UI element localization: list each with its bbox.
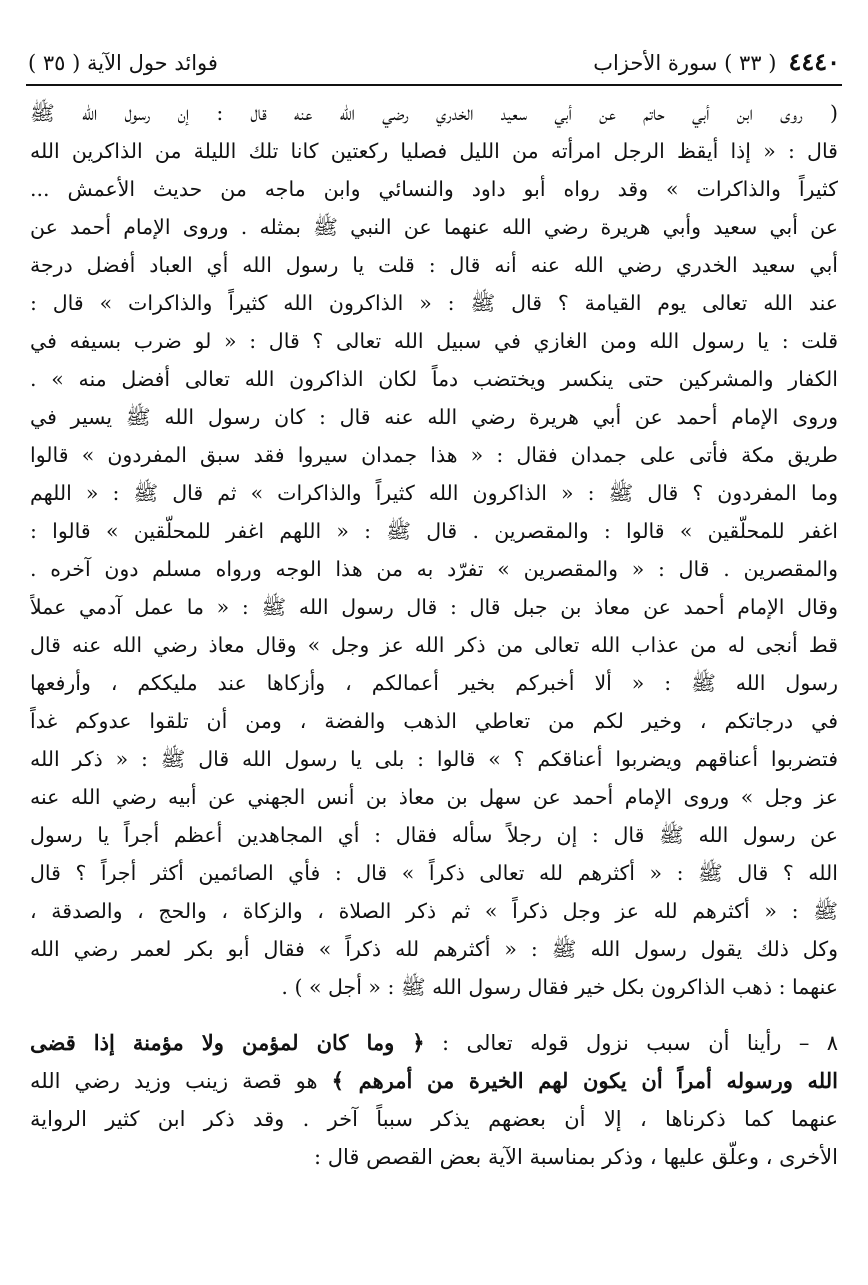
text-line: قال : « إذا أيقظ الرجل امرأته من الليل فصليا ركعتين كانا تلك الليلة من الذاكرين الله	[30, 139, 838, 163]
page-number: ٤٤٤٠	[788, 47, 840, 76]
verse-quote: الله ورسوله أمراً أن يكون لهم الخيرة من أمرهم ﴾	[331, 1068, 838, 1093]
text-line: الله ؟ قال ﷺ : « أكثرهم لله تعالى ذكراً » قال : فأي الصائمين أكثر أجراً ؟ قال	[30, 861, 838, 885]
page-header	[28, 38, 840, 78]
section-title: فوائد حول الآية ( ٣٥ )	[28, 51, 218, 75]
text-line: والمقصرين . قال : « والمقصرين » تفرّد به من هذا الوجه ورواه مسلم دون آخره .	[30, 557, 838, 581]
text-line: وما المفردون ؟ قال ﷺ : « الذاكرون الله كثيراً والذاكرات » ثم قال ﷺ : « اللهم	[30, 481, 838, 505]
text-line: طريق مكة فأتى على جمدان فقال : « هذا جمدان سيروا فقد سبق المفردون » قالوا	[30, 443, 838, 467]
paragraph-2	[30, 1024, 838, 1176]
text-line: عنهما : ذهب الذاكرون بكل خير فقال رسول الله ﷺ : « أجل » ) .	[281, 975, 838, 999]
text-line: وروى الإمام أحمد عن أبي هريرة رضي الله عنه قال : كان رسول الله ﷺ يسير في	[30, 405, 838, 429]
text-line: فتضربوا أعناقهم ويضربوا أعناقكم ؟ » قالوا : بلى يا رسول الله قال ﷺ : « ذكر الله	[30, 747, 838, 771]
text-line: في درجاتكم ، وخير لكم من تعاطي الذهب والفضة ، ومن أن تلقوا عدوكم غداً	[30, 709, 838, 733]
text-line: وقال الإمام أحمد عن معاذ بن جبل قال : قال رسول الله ﷺ : « ما عمل آدمي عملاً	[30, 595, 838, 619]
paragraph-2-line: عنهما كما ذكرناها ، إلا أن بعضهم يذكر سبباً آخر . وقد ذكر ابن كثير الرواية	[30, 1107, 838, 1131]
text-line: وكل ذلك يقول رسول الله ﷺ : « أكثرهم لله ذكراً » فقال أبو بكر لعمر رضي الله	[30, 937, 838, 961]
verse-commentary: هو قصة زينب وزيد رضي الله	[30, 1069, 332, 1093]
paragraph-2-line	[30, 1062, 838, 1100]
text-line: قط أنجى له من عذاب الله تعالى من ذكر الله عز وجل » وقال معاذ رضي الله عنه قال	[30, 633, 838, 657]
page-body	[30, 94, 838, 1176]
paragraph-1	[30, 94, 838, 1006]
text-line: أبي سعيد الخدري رضي الله عنه أنه قال : قلت يا رسول الله أي العباد أفضل درجة	[30, 253, 838, 277]
paragraph-gap	[30, 1006, 838, 1024]
text-line: ( روى ابن أبي حاتم عن أبي سعيد الخدري رضي الله عنه قال : إن رسول الله ﷺ	[30, 101, 838, 125]
text-line: الكفار والمشركين حتى ينكسر ويختضب دماً لكان الذاكرون الله تعالى أفضل منه » .	[30, 367, 838, 391]
verse-intro: ٨ – رأينا أن سبب نزول قوله تعالى :	[424, 1031, 838, 1055]
header-rule	[26, 84, 842, 86]
text-line: قلت : يا رسول الله ومن الغازي في سبيل الله تعالى ؟ قال : « لو ضرب بسيفه في	[30, 329, 838, 353]
surah-title: ( ٣٣ ) سورة الأحزاب	[593, 51, 777, 75]
text-line: عن رسول الله ﷺ قال : إن رجلاً سأله فقال : أي المجاهدين أعظم أجراً يا رسول	[30, 823, 838, 847]
text-line: عز وجل » وروى الإمام أحمد عن سهل بن معاذ بن أنس الجهني عن أبيه رضي الله عنه	[30, 785, 838, 809]
text-line: كثيراً والذاكرات » وقد رواه أبو داود والنسائي وابن ماجه من حديث الأعمش ...	[30, 177, 838, 201]
paragraph-2-line	[30, 1024, 838, 1062]
paragraph-2-line: الأخرى ، وعلّق عليها ، وذكر بمناسبة الآية بعض القصص قال :	[313, 1145, 838, 1169]
text-line: عند الله تعالى يوم القيامة ؟ قال ﷺ : « الذاكرون الله كثيراً والذاكرات » قال :	[30, 291, 838, 315]
text-line: رسول الله ﷺ : « ألا أخبركم بخير أعمالكم ، وأزكاها عند مليككم ، وأرفعها	[30, 671, 838, 695]
text-line: عن أبي سعيد وأبي هريرة رضي الله عنهما عن النبي ﷺ بمثله . وروى الإمام أحمد عن	[30, 215, 838, 239]
text-line: ﷺ : « أكثرهم لله عز وجل ذكراً » ثم ذكر الصلاة ، والزكاة ، والحج ، والصدقة ،	[30, 899, 838, 923]
header-right	[593, 47, 840, 78]
text-line: اغفر للمحلّقين » قالوا : والمقصرين . قال ﷺ : « اللهم اغفر للمحلّقين » قالوا :	[30, 519, 838, 543]
verse-quote: ﴿ وما كان لمؤمن ولا مؤمنة إذا قضى	[30, 1030, 425, 1055]
